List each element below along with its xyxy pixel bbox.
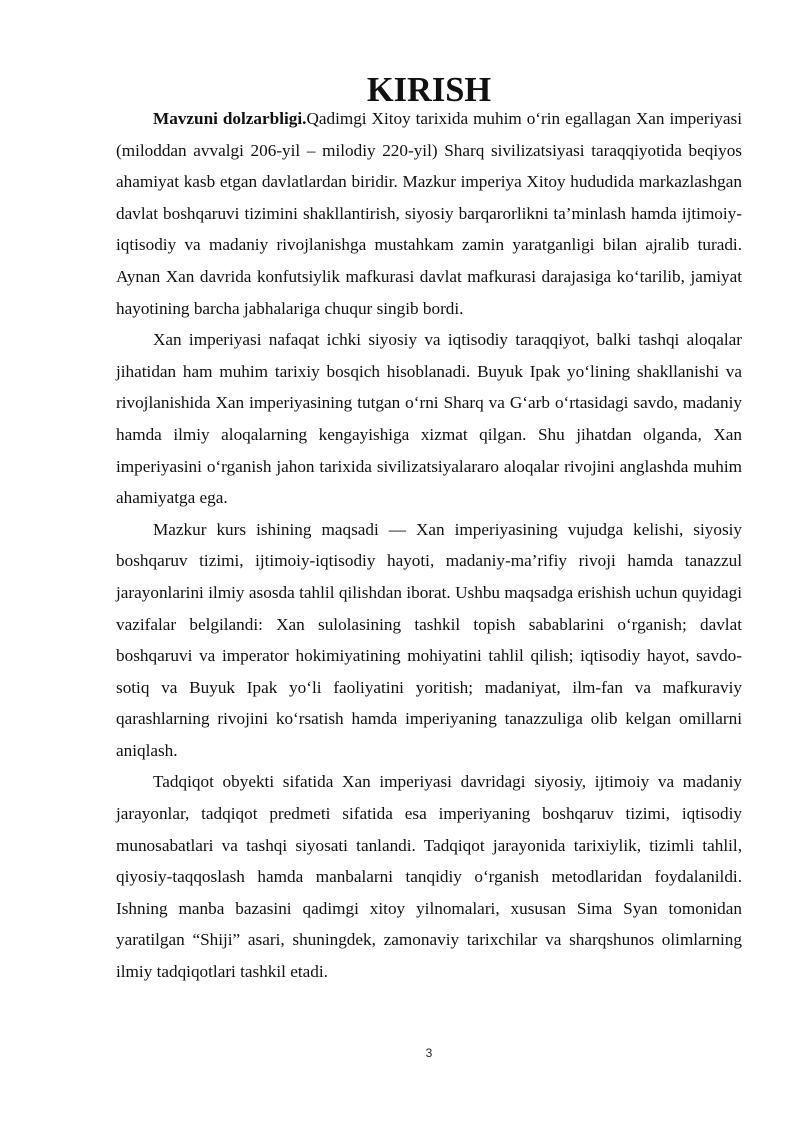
paragraph-text: Mazkur kurs ishining maqsadi — Xan imperiyasining vujudga kelishi, siyosiy boshqaruv tizimi, ijtimoiy-iqtisodiy hayoti, madaniy-ma’rifiy rivoji hamda tanazzul jarayonlarini ilmiy asosda tahlil qilishdan iborat. Ushbu maqsadga erishish uchun quyidagi vazifalar belgilandi: Xan sulolasining tashkil topish sabablarini o‘rganish; davlat boshqaruvi va imperator hokimiyatining mohiyatini tahlil qilish; iqtisodiy hayot, savdo-sotiq va Buyuk Ipak yo‘li faoliyatini yoritish; madaniyat, ilm-fan va mafkuraviy qarashlarning rivojini ko‘rsatish hamda imperiyaning tanazzuliga olib kelgan omillarni aniqlash. [116,519,742,760]
paragraph-text: Xan imperiyasi nafaqat ichki siyosiy va iqtisodiy taraqqiyot, balki tashqi aloqalar jihatidan ham muhim tarixiy bosqich hisoblanadi. Buyuk Ipak yo‘lining shakllanishi va rivojlanishida Xan imperiyasining tutgan o‘rni Sharq va G‘arb o‘rtasidagi savdo, madaniy hamda ilmiy aloqalarning kengayishiga xizmat qilgan. Shu jihatdan olganda, Xan imperiyasini o‘rganish jahon tarixida sivilizatsiyalararo aloqalar rivojini anglashda muhim ahamiyatga ega. [116,330,742,508]
page-number: 3 [425,1046,433,1060]
paragraph-text: Qadimgi Xitoy tarixida muhim o‘rin egallagan Xan imperiyasi (miloddan avvalgi 206-yil – milodiy 220-yil) Sharq sivilizatsiyasi taraqqiyotida beqiyos ahamiyat kasb etgan davlatlardan biridir. Mazkur imperiya Xitoy hududida markazlashgan davlat boshqaruvi tizimini shakllantirish, siyosiy barqarorlikni ta’minlash hamda ijtimoiy-iqtisodiy va madaniy rivojlanishga mustahkam zamin yaratganligi bilan ajralib turadi. Aynan Xan davrida konfutsiylik mafkurasi davlat mafkurasi darajasiga ko‘tarilib, jamiyat hayotining barcha jabhalariga chuqur singib bordi. [116,109,742,318]
paragraph-external-relations [116,324,742,514]
paragraph-relevance [116,103,742,324]
paragraph-goal [116,514,742,767]
paragraph-object-method [116,766,742,987]
section-heading: KIRISH [366,71,492,109]
document-page [116,71,742,988]
paragraph-text: Tadqiqot obyekti sifatida Xan imperiyasi davridagi siyosiy, ijtimoiy va madaniy jarayonlar, tadqiqot predmeti sifatida esa imperiyaning boshqaruv tizimi, iqtisodiy munosabatlari va tashqi siyosati tanlandi. Tadqiqot jarayonida tarixiylik, tizimli tahlil, qiyosiy-taqqoslash hamda manbalarni tanqidiy o‘rganish metodlaridan foydalanildi. Ishning manba bazasini qadimgi xitoy yilnomalari, xususan Sima Syan tomonidan yaratilgan “Shiji” asari, shuningdek, zamonaviy tarixchilar va sharqshunos olimlarning ilmiy tadqiqotlari tashkil etadi. [116,772,742,982]
paragraph-lead: Mavzuni dolzarbligi. [153,109,307,128]
